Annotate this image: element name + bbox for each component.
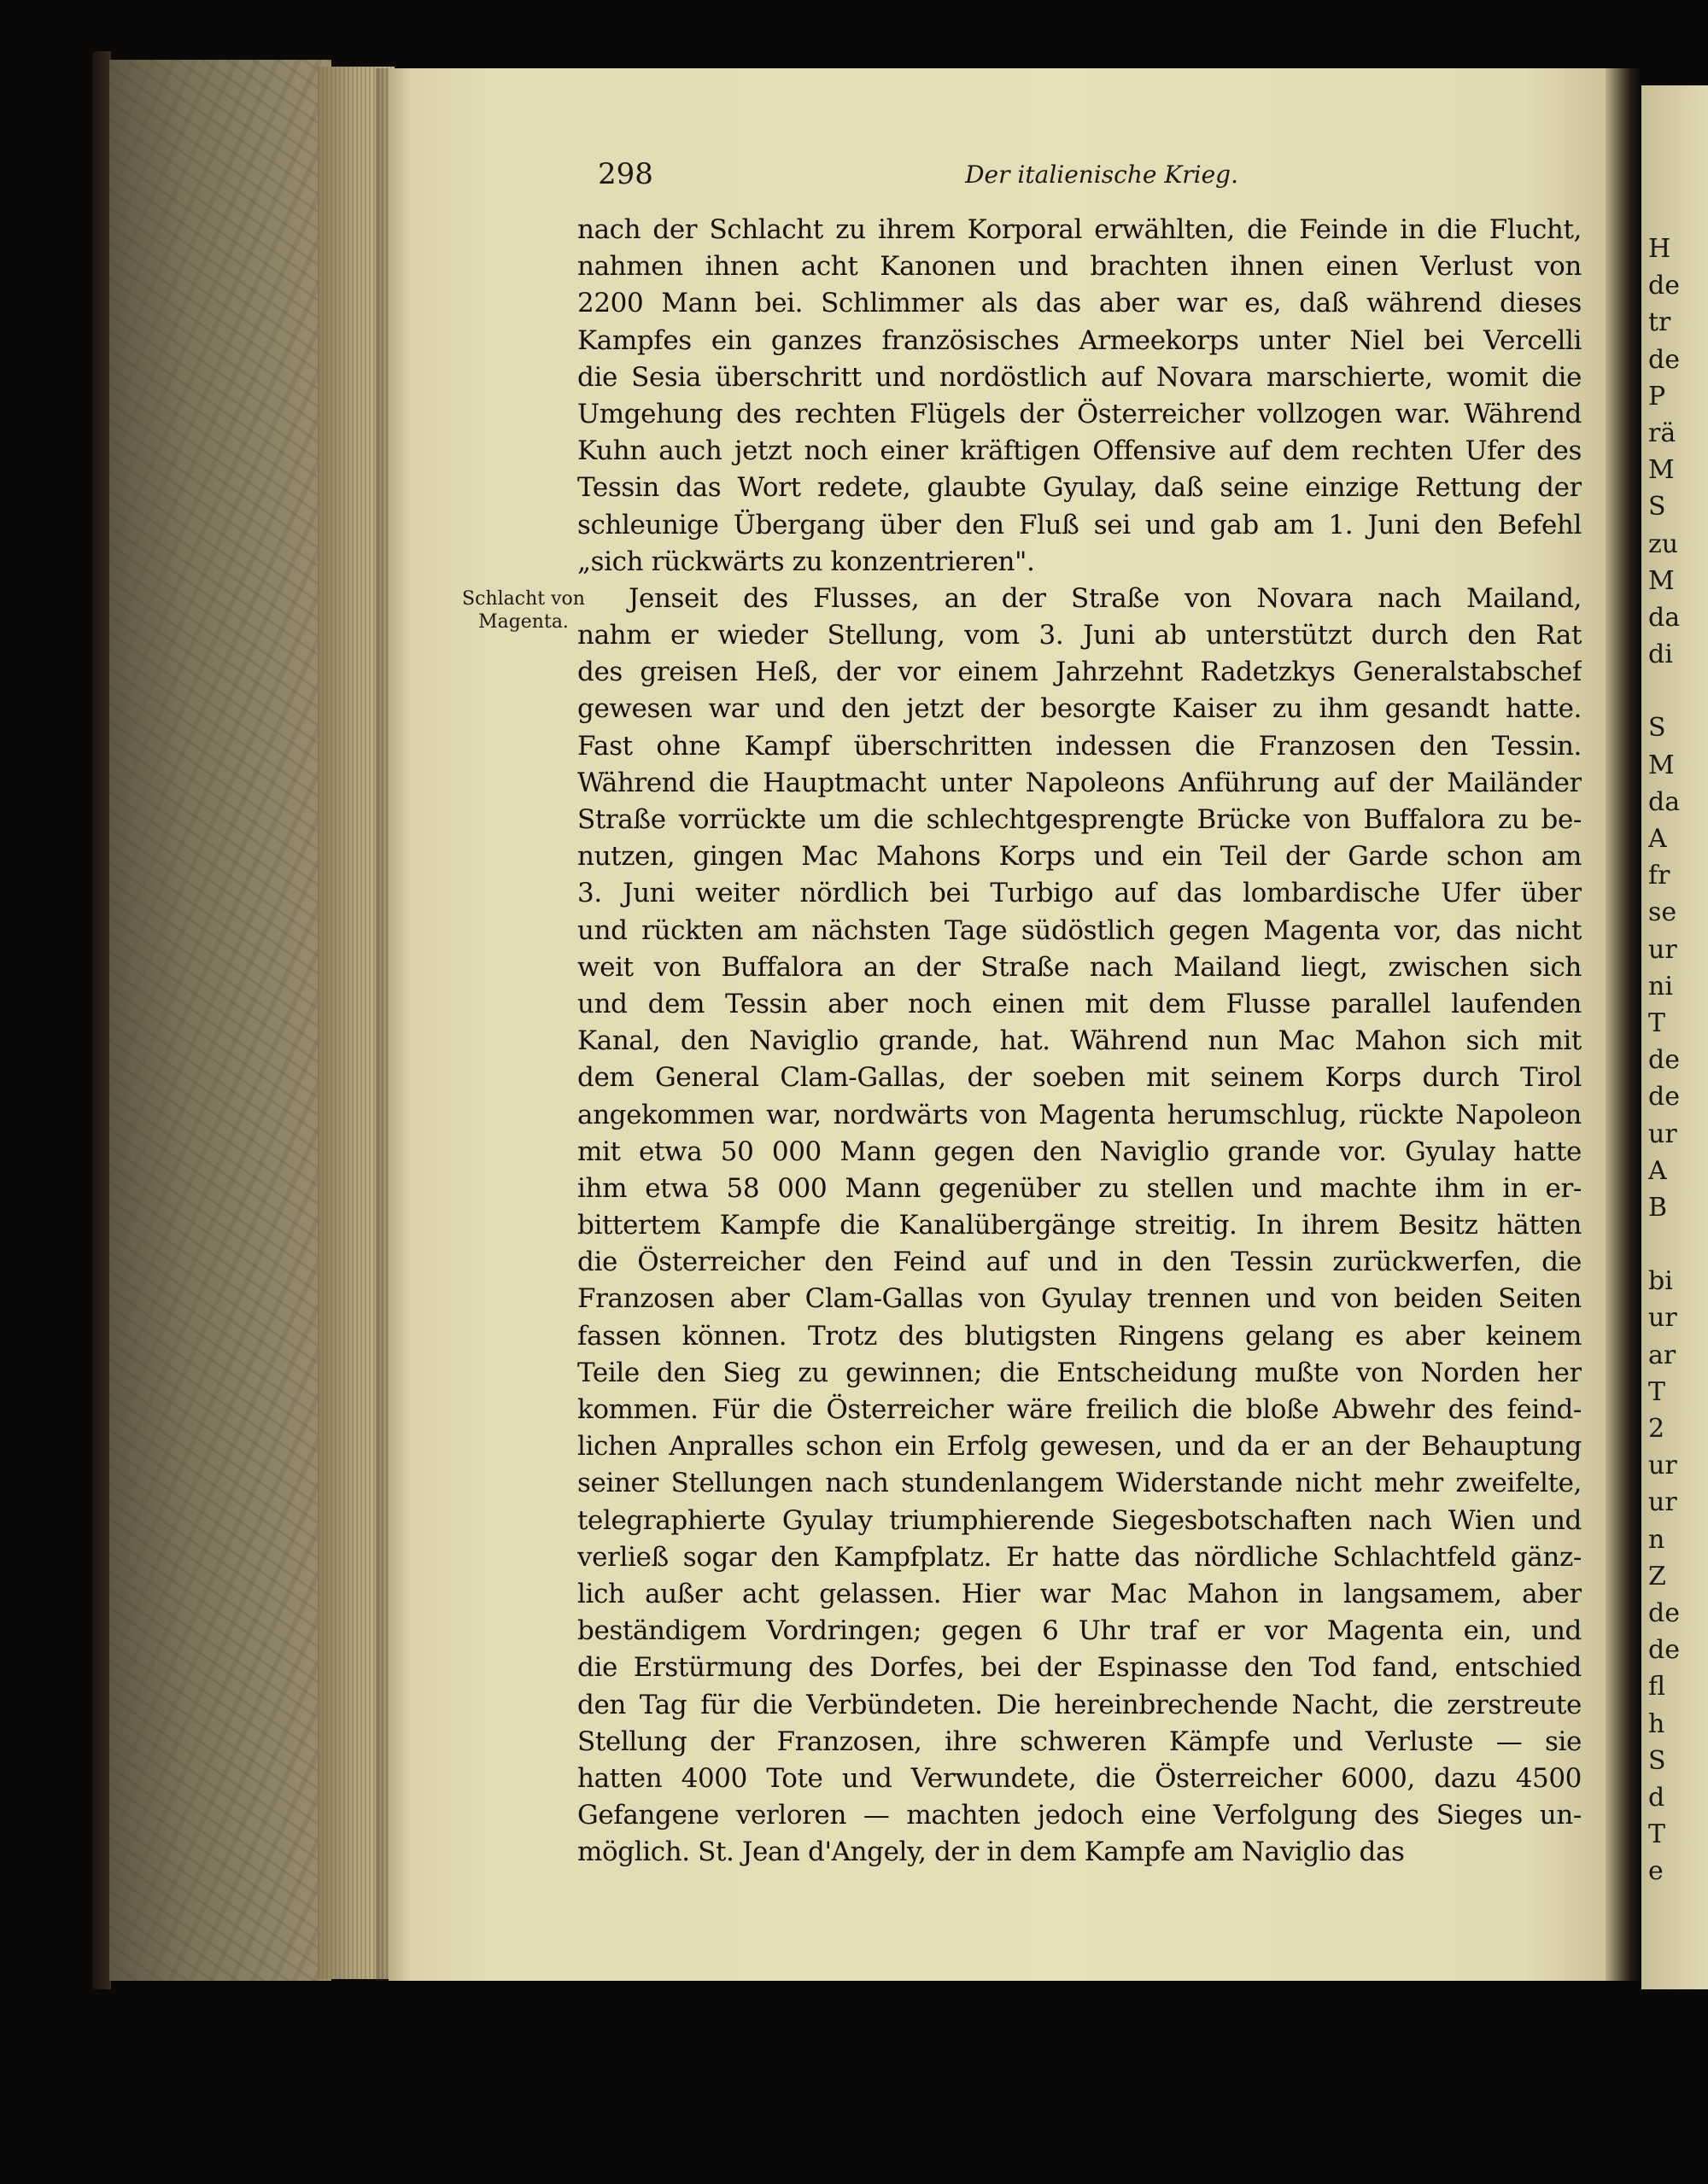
facing-page-fragment: da bbox=[1648, 602, 1681, 633]
text-line: Tessin das Wort redete, glaubte Gyulay, daß seine einzige Rettung der bbox=[577, 472, 1582, 504]
page-header bbox=[598, 157, 1238, 200]
facing-page-fragment bbox=[1648, 673, 1708, 710]
text-line: seiner Stellungen nach stundenlangem Widerstande nicht mehr zweifelte, bbox=[577, 1468, 1582, 1499]
text-line: fassen können. Trotz des blutigsten Ringens gelang es aber keinem bbox=[577, 1320, 1582, 1352]
facing-page-text bbox=[1648, 231, 1708, 1889]
facing-page-fragment: de bbox=[1648, 1045, 1680, 1076]
facing-page-fragment: ur bbox=[1648, 1303, 1677, 1334]
facing-page-fragment: M bbox=[1648, 455, 1675, 486]
text-line: Straße vorrückte um die schlechtgesprengte Brücke von Buffalora zu be- bbox=[577, 804, 1582, 835]
facing-page-fragment: ar bbox=[1648, 1340, 1676, 1370]
text-line: Stellung der Franzosen, ihre schweren Kämpfe und Verluste — sie bbox=[577, 1726, 1582, 1757]
facing-page-fragment bbox=[1648, 1226, 1708, 1263]
facing-page-fragment: ur bbox=[1648, 1487, 1677, 1518]
text-line: weit von Buffalora an der Straße nach Mailand liegt, zwischen sich bbox=[577, 951, 1582, 983]
facing-page-fragment: S bbox=[1648, 492, 1666, 523]
body-text bbox=[577, 212, 1582, 1871]
facing-page-fragment: T bbox=[1648, 1376, 1666, 1407]
text-line: und dem Tessin aber noch einen mit dem Flusse parallel laufenden bbox=[577, 988, 1582, 1019]
facing-page-fragment: ni bbox=[1648, 971, 1673, 1001]
text-line: ihm etwa 58 000 Mann gegenüber zu stellen und machte ihm in er- bbox=[577, 1172, 1582, 1204]
text-line: schleunige Übergang über den Fluß sei und gab am 1. Juni den Befehl bbox=[577, 509, 1582, 540]
text-line: Kuhn auch jetzt noch einer kräftigen Offensive auf dem rechten Ufer des bbox=[577, 435, 1582, 467]
facing-page-fragment: e bbox=[1648, 1856, 1664, 1887]
text-line: Gefangene verloren — machten jedoch eine Verfolgung des Sieges un- bbox=[577, 1800, 1582, 1831]
facing-page-fragment: S bbox=[1648, 713, 1666, 744]
text-line: Während die Hauptmacht unter Napoleons Anführung auf der Mailänder bbox=[577, 767, 1582, 798]
text-line: des greisen Heß, der vor einem Jahrzehnt Radetzkys Generalstabschef bbox=[577, 657, 1582, 688]
facing-page-fragment: se bbox=[1648, 897, 1677, 928]
text-line: Fast ohne Kampf überschritten indessen die Franzosen den Tessin. bbox=[577, 730, 1582, 762]
facing-page-fragment: fl bbox=[1648, 1672, 1666, 1702]
text-line: Teile den Sieg zu gewinnen; die Entscheidung mußte von Norden her bbox=[577, 1357, 1582, 1388]
text-line: verließ sogar den Kampfplatz. Er hatte das nördliche Schlachtfeld gänz- bbox=[577, 1541, 1582, 1573]
text-line: dem General Clam-Gallas, der soeben mit seinem Korps durch Tirol bbox=[577, 1062, 1582, 1094]
text-line: möglich. St. Jean d'Angely, der in dem Kampfe am Naviglio das bbox=[577, 1837, 1405, 1868]
facing-page-fragment: A bbox=[1648, 824, 1667, 854]
text-line: beständigem Vordringen; gegen 6 Uhr traf er vor Magenta ein, und bbox=[577, 1615, 1582, 1647]
facing-page-fragment: ur bbox=[1648, 1451, 1677, 1481]
text-line: und rückten am nächsten Tage südöstlich gegen Magenta vor, das nicht bbox=[577, 914, 1582, 946]
text-line: Umgehung des rechten Flügels der Österreicher vollzogen war. Während bbox=[577, 398, 1582, 429]
facing-page-fragment: 2 bbox=[1648, 1414, 1665, 1444]
text-line: Kampfes ein ganzes französisches Armeekorps unter Niel bei Vercelli bbox=[577, 324, 1582, 356]
text-line: lich außer acht gelassen. Hier war Mac Mahon in langsamem, aber bbox=[577, 1578, 1582, 1609]
text-line: gewesen war und den jetzt der besorgte Kaiser zu ihm gesandt hatte. bbox=[577, 693, 1582, 725]
text-line: lichen Anpralles schon ein Erfolg gewesen, und da er an der Behauptung bbox=[577, 1431, 1582, 1463]
text-line: nahm er wieder Stellung, vom 3. Juni ab unterstützt durch den Rat bbox=[577, 620, 1582, 651]
text-line: nach der Schlacht zu ihrem Korporal erwählten, die Feinde in die Flucht, bbox=[577, 214, 1582, 245]
text-line: bittertem Kampfe die Kanalübergänge streitig. In ihrem Besitz hätten bbox=[577, 1210, 1582, 1241]
margin-note bbox=[451, 587, 596, 634]
text-line: nutzen, gingen Mac Mahons Korps und ein Teil der Garde schon am bbox=[577, 841, 1582, 873]
facing-page-fragment: M bbox=[1648, 750, 1675, 780]
facing-page-fragment: rä bbox=[1648, 418, 1676, 448]
text-line: mit etwa 50 000 Mann gegen den Naviglio grande vor. Gyulay hatte bbox=[577, 1136, 1582, 1167]
text-line: die Sesia überschritt und nordöstlich auf Novara marschierte, womit die bbox=[577, 361, 1582, 393]
text-line: Kanal, den Naviglio grande, hat. Während nun Mac Mahon sich mit bbox=[577, 1025, 1582, 1057]
facing-page-fragment: di bbox=[1648, 639, 1673, 670]
text-line: 3. Juni weiter nördlich bei Turbigo auf das lombardische Ufer über bbox=[577, 878, 1582, 909]
text-line: den Tag für die Verbündeten. Die hereinbrechende Nacht, die zerstreute bbox=[577, 1689, 1582, 1720]
facing-page-fragment: B bbox=[1648, 1192, 1668, 1223]
facing-page-fragment: H bbox=[1648, 234, 1671, 264]
text-line: angekommen war, nordwärts von Magenta herumschlug, rückte Napoleon bbox=[577, 1099, 1582, 1130]
text-line: nahmen ihnen acht Kanonen und brachten ihnen einen Verlust von bbox=[577, 251, 1582, 283]
facing-page-fragment: A bbox=[1648, 1155, 1667, 1186]
facing-page-fragment: T bbox=[1648, 1819, 1666, 1850]
text-line: hatten 4000 Tote und Verwundete, die Österreicher 6000, dazu 4500 bbox=[577, 1762, 1582, 1794]
facing-page-fragment: zu bbox=[1648, 528, 1679, 559]
text-line: die Österreicher den Feind auf und in den Tessin zurückwerfen, die bbox=[577, 1247, 1582, 1278]
facing-page-fragment: de bbox=[1648, 344, 1680, 375]
facing-page-fragment: fr bbox=[1648, 861, 1670, 891]
facing-page-fragment: d bbox=[1648, 1782, 1665, 1813]
text-line: die Erstürmung des Dorfes, bei der Espinasse den Tod fand, entschied bbox=[577, 1652, 1582, 1684]
facing-page-fragment: de bbox=[1648, 1597, 1680, 1628]
facing-page-fragment: P bbox=[1648, 381, 1666, 412]
facing-page-fragment: de bbox=[1648, 271, 1680, 301]
book-gutter bbox=[1606, 68, 1640, 1981]
facing-page-fragment: bi bbox=[1648, 1266, 1673, 1297]
margin-note-line: Schlacht von bbox=[462, 588, 585, 610]
marbled-page-block bbox=[109, 60, 331, 1981]
facing-page-fragment: ur bbox=[1648, 1118, 1677, 1149]
facing-page-fragment: n bbox=[1648, 1524, 1665, 1555]
facing-page-fragment: T bbox=[1648, 1007, 1666, 1038]
text-line: Franzosen aber Clam-Gallas von Gyulay trennen und von beiden Seiten bbox=[577, 1283, 1582, 1315]
facing-page-fragment: da bbox=[1648, 786, 1681, 817]
book-cover-edge bbox=[92, 51, 111, 1989]
text-line: „sich rückwärts zu konzentrieren". bbox=[577, 546, 1035, 577]
facing-page-fragment: de bbox=[1648, 1082, 1680, 1112]
running-head: Der italienische Krieg. bbox=[965, 161, 1238, 189]
margin-note-line: Magenta. bbox=[478, 611, 569, 633]
facing-page-fragment: h bbox=[1648, 1708, 1665, 1739]
page-number: 298 bbox=[598, 157, 653, 191]
text-line: 2200 Mann bei. Schlimmer als das aber war es, daß während dieses bbox=[577, 288, 1582, 319]
text-line: kommen. Für die Österreicher wäre freilich die bloße Abwehr des feind- bbox=[577, 1394, 1582, 1425]
facing-page-fragment: tr bbox=[1648, 307, 1671, 338]
facing-page-fragment: M bbox=[1648, 565, 1675, 596]
facing-page-fragment: de bbox=[1648, 1635, 1680, 1666]
text-line: telegraphierte Gyulay triumphierende Siegesbotschaften nach Wien und bbox=[577, 1504, 1582, 1536]
page-shadow bbox=[376, 68, 410, 1981]
facing-page-fragment: Z bbox=[1648, 1561, 1666, 1591]
facing-page-fragment: ur bbox=[1648, 934, 1677, 965]
facing-page-fragment: S bbox=[1648, 1745, 1666, 1776]
text-line: Jenseit des Flusses, an der Straße von Novara nach Mailand, bbox=[629, 582, 1582, 614]
